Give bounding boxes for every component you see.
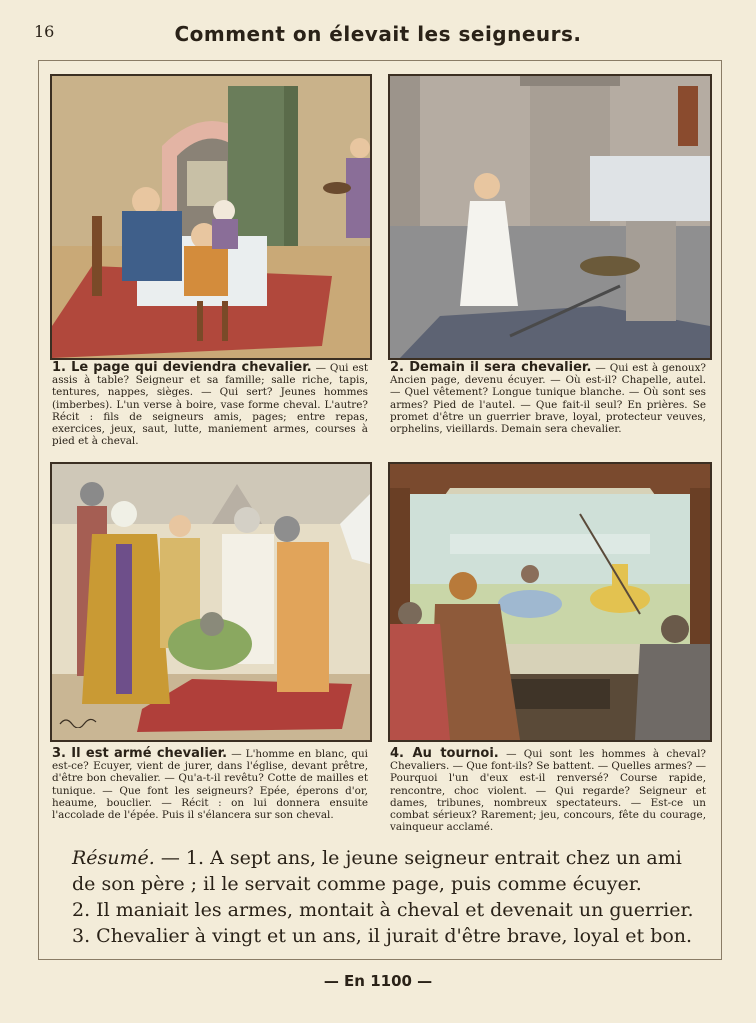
caption-title: 2. Demain il sera chevalier. [390, 360, 592, 375]
caption-body: — Qui sont les hommes à cheval? Chevaliers. — Que font-ils? Se battent. — Quelles armes? — Pourquoi l'un d'eux est-il renversé? Course rapide, rencontre, choc violent. — Qui regarde? Seigneur et dames, tribunes, nombreux spectateurs. — Est-ce un combat sérieux? Rarement; jeu, concours, fête du courage, vainqueur acclamé. [390, 748, 707, 834]
caption-title: 4. Au tournoi. [390, 746, 499, 761]
artist-signature [58, 714, 98, 728]
resume-line-4: 3. Chevalier à vingt et un ans, il jurait d'être brave, loyal et bon. [72, 925, 693, 947]
page-number: 16 [34, 22, 55, 41]
caption-panel-3 [52, 748, 368, 821]
resume-line-1 [72, 845, 702, 871]
resume-line-3: 2. Il maniait les armes, montait à cheval et devenait un guerrier. [72, 899, 694, 921]
illustration-tournament [388, 462, 712, 742]
caption-panel-2 [390, 362, 706, 435]
footer-era: — En 1100 — [323, 972, 433, 990]
illustration-page-dining [50, 74, 372, 360]
illustration-knighting [50, 462, 372, 742]
caption-title: 3. Il est armé chevalier. [52, 746, 228, 761]
resume-text: — 1. A sept ans, le jeune seigneur entrait chez un ami [160, 847, 682, 869]
caption-title: 1. Le page qui deviendra chevalier. [52, 360, 312, 375]
illustration-vigil-chapel [388, 74, 712, 360]
caption-panel-1 [52, 362, 368, 447]
caption-body: — Qui est assis à table? Seigneur et sa famille; salle riche, tapis, tentures, nappes, sièges. — Qui sert? Jeunes hommes (imberbes). L'un verse à boire, vase forme cheval. L'autre? Récit : fils de seigneurs amis, pages; entre repas, exercices, jeux, saut, lutte, maniement armes, courses à pied et à cheval. [52, 362, 369, 448]
caption-body: — L'homme en blanc, qui est-ce? Ecuyer, vient de jurer, dans l'église, devant prêtre, d'être bon chevalier. — Qu'a-t-il revêtu? Cotte de mailles et tunique. — Que font les seigneurs? Epée, éperons d'or, heaume, bouclier. — Récit : on lui donnera ensuite l'accolade de l'épée. Puis il s'élancera sur son cheval. [52, 748, 368, 822]
resume-summary [72, 845, 702, 949]
caption-panel-4 [390, 748, 706, 833]
page-title: Comment on élevait les seigneurs. [174, 22, 582, 46]
resume-label: Résumé. [72, 847, 155, 869]
resume-line-2: de son père ; il le servait comme page, puis comme écuyer. [72, 873, 642, 895]
caption-body: — Qui est à genoux? Ancien page, devenu écuyer. — Où est-il? Chapelle, autel. — Quel vêtement? Longue tunique blanche. — Où sont ses armes? Pied de l'autel. — Que fait-il seul? En prières. Se promet d'être un guerrier brave, loyal, protecteur veuves, orphelins, vieillards. Demain sera chevalier. [390, 362, 707, 436]
